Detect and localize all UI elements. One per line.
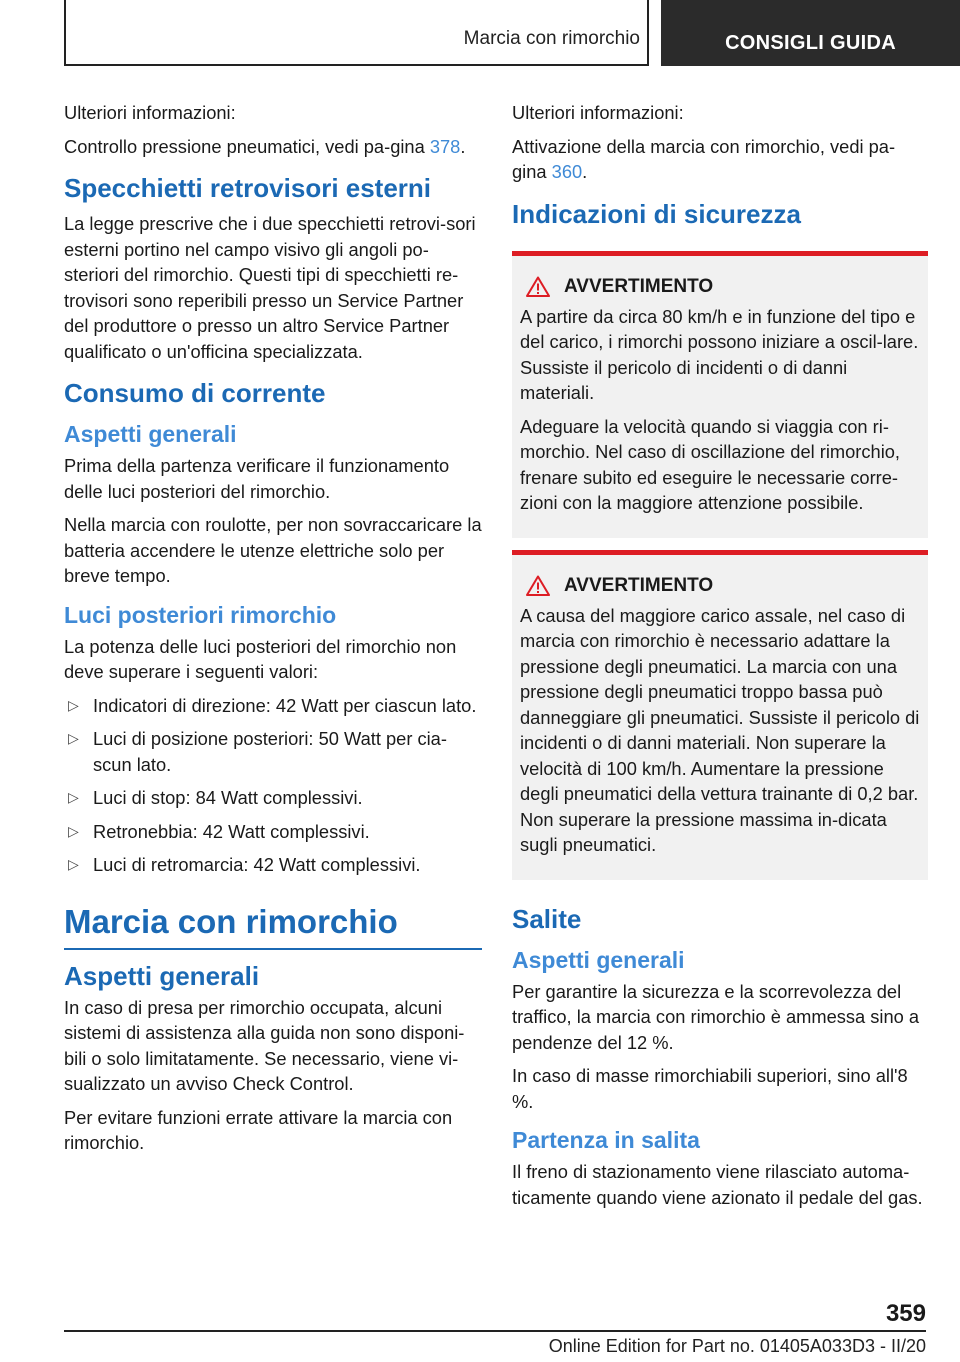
page-link-378[interactable]: 378 [429,135,461,157]
paragraph-aspetti-1a: Prima della partenza verificare il funzionamento delle luci posteriori del rimorchio. [64,455,450,502]
paragraph-aspetti-1b: Nella marcia con roulotte, per non sovraccaricare la batteria accendere le utenze elettriche solo per breve tempo. [64,514,482,586]
paragraph-salite-2: In caso di masse rimorchiabili superiori, sino all'8 %. [512,1065,908,1112]
heading-specchietti: Specchietti retrovisori esterni [64,173,432,203]
subheading-aspetti-generali-2: Aspetti generali [64,960,260,991]
triangle-bullet-icon: ▷ [68,696,79,713]
chapter-tab-label: CONSIGLI GUIDA [725,32,896,54]
paragraph-partenza: Il freno di stazionamento viene rilasciato automa-ticamente quando viene azionato il pedale del gas. [512,1161,923,1208]
paragraph-aspetti-2a: In caso di presa per rimorchio occupata, alcuni sistemi di assistenza alla guida non sono disponi-bili o solo limitatamente. Se necessario, viene vi-sualizzato un avviso Check Control. [64,996,465,1094]
warning-triangle-icon [526,575,550,596]
header-section-title: Marcia con rimorchio [463,28,640,49]
triangle-bullet-icon: ▷ [68,822,79,839]
page-number: 359 [885,1300,926,1327]
paragraph-aspetti-2b: Per evitare funzioni errate attivare la marcia con rimorchio. [64,1106,453,1153]
warning-title: AVVERTIMENTO [526,276,920,298]
header-rule [64,64,648,66]
warning-box-1 [512,251,928,538]
page-link-360[interactable]: 360 [551,161,583,182]
header-divider-left [64,0,66,66]
triangle-bullet-icon: ▷ [68,730,79,746]
list-item: ▷ Retronebbia: 42 Watt complessivi. [64,819,482,845]
heading-salite: Salite [512,903,582,934]
subheading-aspetti-generali-1: Aspetti generali [64,421,237,447]
left-column [64,100,482,1164]
triangle-bullet-icon: ▷ [68,789,79,805]
info-reference: Controllo pressione pneumatici, vedi pa-gina 378. [64,135,466,157]
heading-sicurezza: Indicazioni di sicurezza [512,198,801,229]
warning-paragraph: Adeguare la velocità quando si viaggia con ri-morchio. Nel caso di oscillazione del rimorchio, frenare subito ed eseguire le necessarie corre-zioni con la maggiore attenzione possibile. [520,415,900,513]
info-reference: Attivazione della marcia con rimorchio, vedi pa-gina 360. [512,135,896,182]
paragraph-luci: La potenza delle luci posteriori del rimorchio non deve superare i seguenti valori: [64,635,457,682]
heading-marcia-con-rimorchio: Marcia con rimorchio [64,902,482,950]
list-item: ▷ Luci di posizione posteriori: 50 Watt per cia-scun lato. [68,728,447,775]
list-item: ▷ Luci di retromarcia: 42 Watt complessivi. [64,852,482,878]
subheading-partenza-in-salita: Partenza in salita [512,1127,700,1153]
footer-edition: Online Edition for Part no. 01405A033D3 - II/20 [548,1336,926,1356]
list-item: ▷ Indicatori di direzione: 42 Watt per ciascun lato. [64,693,482,719]
warning-triangle-icon [526,276,550,297]
triangle-bullet-icon: ▷ [68,856,79,872]
header-chapter-tab[interactable] [661,0,960,66]
subheading-aspetti-generali-3: Aspetti generali [512,946,685,973]
heading-consumo: Consumo di corrente [64,378,326,408]
right-column [512,100,928,1218]
info-label: Ulteriori informazioni: [64,102,236,123]
paragraph-specchietti: La legge prescrive che i due specchietti retrovi-sori esterni portino nel campo visivo gli angoli po-steriori del rimorchio. Questi tipi di specchietti re-trovisori sono reperibili presso un Service Partner del produttore o presso un altro Service Partner qualificato o un'officina specializzata. [64,213,476,362]
list-item: ▷ Luci di stop: 84 Watt complessivi. [64,785,482,811]
paragraph-salite-1: Per garantire la sicurezza e la scorrevolezza del traffico, la marcia con rimorchio è ammessa sino a pendenze del 12 %. [512,980,920,1053]
info-label: Ulteriori informazioni: [512,102,684,123]
header-divider-right [647,0,649,66]
warning-paragraph: A partire da circa 80 km/h e in funzione del tipo e del carico, i rimorchi possono iniziare a oscil-lare. Sussiste il pericolo di incidenti o di danni materiali. [520,305,919,403]
warning-paragraph: A causa del maggiore carico assale, nel caso di marcia con rimorchio è necessario adattare la pressione degli pneumatici. La marcia con una pressione degli pneumatici troppo bassa può danneggiare gli pneumatici. Sussiste il pericolo di incidenti o di danni materiali. Non superare la velocità di 100 km/h. Aumentare la pressione degli pneumatici della vettura trainante di 0,2 bar. Non superare la pressione massima in-dicata sugli pneumatici. [520,604,920,855]
light-limits-list [64,693,482,878]
warning-box-2 [512,550,928,880]
footer-rule [64,1330,926,1332]
warning-title: AVVERTIMENTO [526,575,920,597]
subheading-luci-posteriori: Luci posteriori rimorchio [64,601,337,628]
